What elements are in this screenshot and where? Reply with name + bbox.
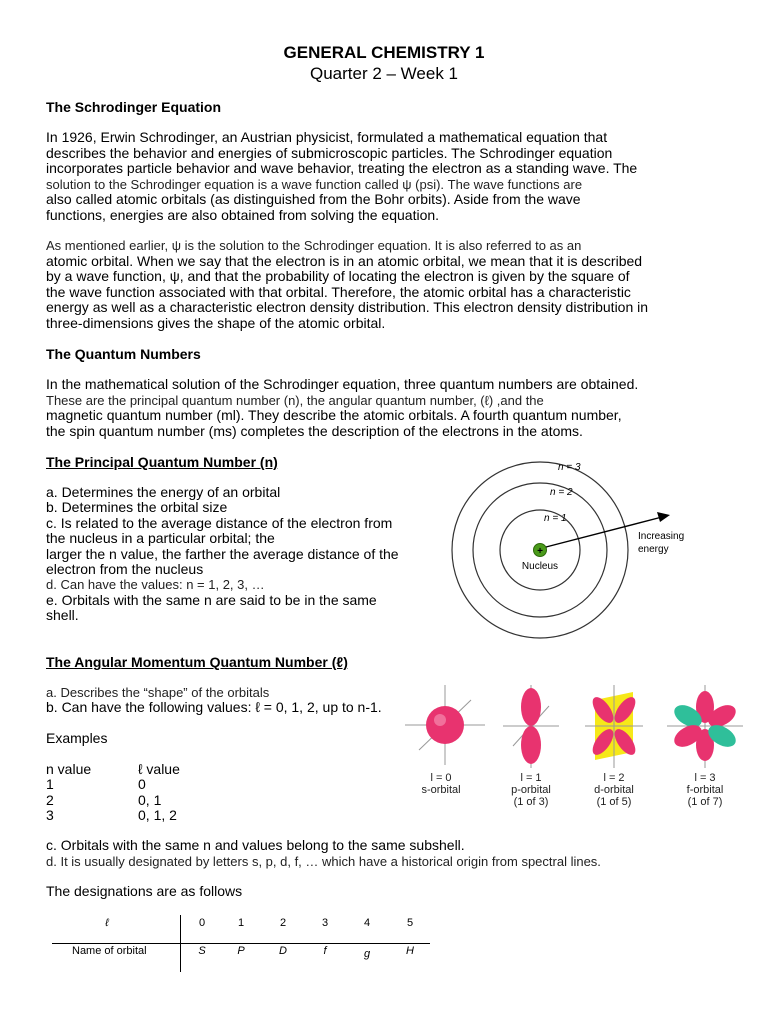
f-orbital-name: f-orbital — [686, 784, 724, 796]
principal-heading: The Principal Quantum Number (n) — [46, 454, 278, 470]
page-subtitle: Quarter 2 – Week 1 — [309, 64, 459, 83]
shell-diagram — [440, 455, 730, 640]
designations-table — [52, 915, 432, 975]
s-orbital-icon — [405, 685, 485, 765]
example-row: 3 0, 1, 2 — [46, 806, 177, 823]
shell-2-label: n = 2 — [550, 487, 573, 498]
f-orbital-note: (1 of 7) — [687, 796, 723, 808]
d-orbital-name: d-orbital — [594, 784, 634, 796]
table-cell: D — [279, 945, 287, 957]
table-cell: 0 — [198, 917, 206, 929]
s-orbital-l-label: l = 0 — [430, 772, 452, 784]
table-cell: S — [198, 945, 206, 957]
p-orbital-note: (1 of 3) — [513, 796, 549, 808]
page-title: GENERAL CHEMISTRY 1 — [283, 43, 485, 62]
s-orbital-name: s-orbital — [421, 784, 461, 796]
arrow-head-icon — [657, 512, 670, 522]
table-cell: 5 — [406, 917, 414, 929]
orbital-shapes-figure — [405, 680, 755, 815]
table-row1-label: ℓ — [105, 917, 109, 929]
table-row2-label: Name of orbital — [72, 945, 147, 957]
example-row: 2 0, 1 — [46, 791, 162, 808]
table-cell: f — [323, 945, 327, 957]
nucleus-symbol: + — [537, 546, 543, 557]
angular-item-d: d. It is usually designated by letters s, p, d, f, … which have a historical origin from spectral lines. — [46, 854, 601, 869]
angular-heading: The Angular Momentum Quantum Number (ℓ) — [46, 654, 348, 670]
p-orbital-l-label: l = 1 — [520, 772, 542, 784]
schrodinger-para-1: In 1926, Erwin Schrodinger, an Austrian physicist, formulated a mathematical equation that describes the behavior and energies of submicroscopic particles. The Schrodinger equation incorporates particle behavior and wave behavior, treating the electron as a standing wave. The solution to the Schrodinger equation is a wave function called ψ (psi). The wave functions are also called atomic orbitals (as distinguished from the Bohr orbits). Aside from the wave functions, energies are also obtained from solving the equation. — [46, 129, 638, 223]
f-orbital-l-label: l = 3 — [694, 772, 716, 784]
p-orbital-icon — [503, 685, 559, 768]
examples-table — [46, 762, 246, 826]
nucleus-label: Nucleus — [521, 561, 559, 572]
p-orbital-name: p-orbital — [511, 784, 551, 796]
d-orbital-note: (1 of 5) — [596, 796, 632, 808]
quantum-numbers-heading: The Quantum Numbers — [46, 346, 201, 362]
principal-list: a. Determines the energy of an orbital b. Determines the orbital size c. Is related to the average distance of the electron from the nucleus in a particular orbital; the larger the n value, the farther the average distance of the electron from the nucleus d. Can have the values: n = 1, 2, 3, … e. Orbitals with the same n are said to be in the same shell. — [46, 484, 399, 624]
arrow-label-2: energy — [638, 544, 669, 555]
table-cell: P — [237, 945, 245, 957]
arrow-label-1: Increasing — [638, 531, 685, 542]
examples-label: Examples — [46, 730, 108, 746]
example-row: 1 0 — [46, 776, 146, 793]
schrodinger-para-2: As mentioned earlier, ψ is the solution to the Schrodinger equation. It is also referred to as an atomic orbital. When we say that the electron is in an atomic orbital, we mean that it is described by a wave function, ψ, and that the probability of locating the electron is given by the square of the wave function associated with that orbital. Therefore, the atomic orbital has a characteristic energy as well as a characteristic electron density distribution. This electron density distribution in three-dimensions gives the shape of the atomic orbital. — [46, 238, 649, 331]
table-cell: 2 — [279, 917, 287, 929]
f-orbital-icon — [667, 685, 743, 768]
table-cell: 4 — [363, 917, 371, 929]
quantum-numbers-para: In the mathematical solution of the Schrodinger equation, three quantum numbers are obtained. These are the principal quantum number (n), the angular quantum number, (ℓ) ,and the magnetic quantum number (ml). They describe the atomic orbitals. A fourth quantum number, the spin quantum number (ms) completes the description of the electrons in the atoms. — [46, 376, 639, 439]
shell-3-label: n = 3 — [558, 462, 581, 473]
examples-header-l: ℓ value — [138, 761, 180, 777]
table-cell: 1 — [237, 917, 245, 929]
table-horizontal-rule — [52, 943, 430, 944]
table-cell: 3 — [321, 917, 329, 929]
examples-header-n: n value — [46, 761, 92, 777]
table-cell: H — [406, 945, 414, 957]
angular-list: a. Describes the “shape” of the orbitals b. Can have the following values: ℓ = 0, 1, 2, up to n-1. — [46, 685, 382, 716]
schrodinger-heading: The Schrodinger Equation — [46, 99, 222, 115]
d-orbital-l-label: l = 2 — [603, 772, 625, 784]
angular-item-c: c. Orbitals with the same n and values belong to the same subshell. — [46, 837, 465, 853]
shell-1-label: n = 1 — [544, 513, 567, 524]
d-orbital-icon — [585, 685, 643, 768]
designations-label: The designations are as follows — [46, 883, 243, 899]
table-cell: g — [363, 948, 371, 960]
